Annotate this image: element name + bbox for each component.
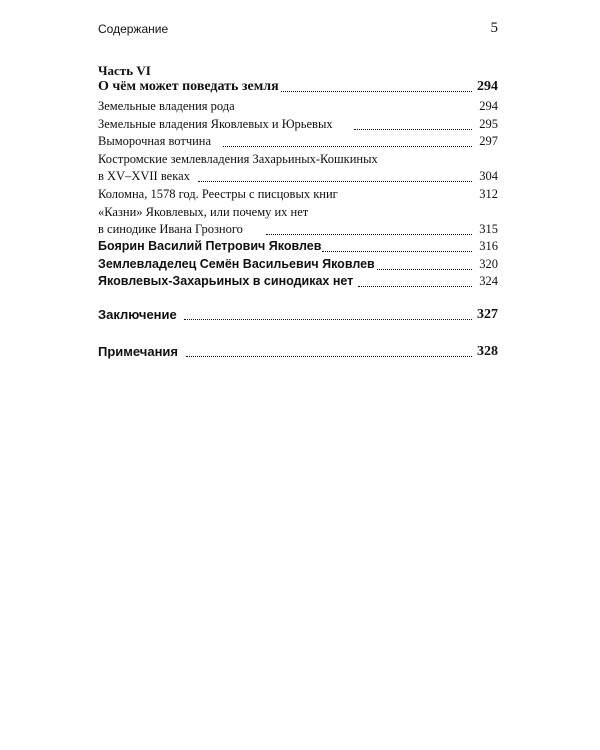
toc-entry-title: Боярин Василий Петрович Яковлев [98, 239, 322, 253]
toc-section[interactable] [98, 307, 498, 323]
toc-entry[interactable] [98, 187, 498, 203]
dot-leader [358, 286, 472, 287]
toc-entry-line-2[interactable] [98, 169, 498, 185]
toc-entry[interactable] [98, 239, 498, 255]
toc-section-title: Заключение [98, 307, 177, 322]
part-heading [98, 63, 498, 79]
toc-entry-title-continued: в синодике Ивана Грозного [98, 222, 243, 236]
running-head [98, 22, 498, 38]
toc-entry-title: Земельные владения рода [98, 99, 235, 113]
dot-leader [198, 181, 472, 182]
toc-entry[interactable] [98, 134, 498, 150]
dot-leader [276, 91, 472, 92]
toc-entry-page: 324 [479, 274, 498, 288]
toc-entry-chapter[interactable] [98, 79, 498, 95]
dot-leader [354, 129, 472, 130]
toc-entry-page: 294 [479, 99, 498, 113]
toc-entry[interactable] [98, 274, 498, 290]
toc-entry-page: 316 [479, 239, 498, 253]
dot-leader [223, 146, 472, 147]
toc-entry-page: 312 [479, 187, 498, 201]
part-label: Часть VI [98, 63, 151, 78]
toc-entry[interactable] [98, 257, 498, 273]
toc-section-page: 328 [477, 344, 498, 359]
toc-entry-title: О чём может поведать земля [98, 79, 279, 94]
toc-section-title: Примечания [98, 344, 179, 359]
toc-entry-title: Землевладелец Семён Васильевич Яковлев [98, 257, 375, 271]
toc-entry-title: Коломна, 1578 год. Реестры с писцовых книг [98, 187, 338, 201]
toc-entry-page: 304 [479, 169, 498, 183]
toc-entry-page: 320 [479, 257, 498, 271]
toc-entry-line-1[interactable] [98, 205, 498, 221]
toc-entry-line-1[interactable] [98, 152, 498, 168]
toc-entry[interactable] [98, 99, 498, 115]
dot-leader [184, 319, 472, 320]
toc-entry-title: Яковлевых-Захарьиных в синодиках нет [98, 274, 354, 288]
toc-section[interactable] [98, 344, 498, 360]
toc-entry-page: 295 [479, 117, 498, 131]
toc-entry-title-continued: в XV–XVII веках [98, 169, 190, 183]
toc-entry-title: Костромские землевладения Захарьиных-Кошкиных [98, 152, 378, 166]
dot-leader [186, 356, 472, 357]
running-head-title: Содержание [98, 22, 169, 36]
toc-entry-line-2[interactable] [98, 222, 498, 238]
toc-entry-title: «Казни» Яковлевых, или почему их нет [98, 205, 309, 219]
dot-leader [266, 234, 472, 235]
toc-entry-page: 297 [479, 134, 498, 148]
toc-entry-page: 315 [479, 222, 498, 236]
dot-leader [322, 251, 472, 252]
toc-entry[interactable] [98, 117, 498, 133]
toc-entry-title: Выморочная вотчина [98, 134, 212, 148]
toc-entry-title: Земельные владения Яковлевых и Юрьевых [98, 117, 333, 131]
toc-section-page: 327 [477, 307, 498, 322]
page-number: 5 [490, 20, 498, 36]
toc-entry-page: 294 [477, 79, 498, 94]
